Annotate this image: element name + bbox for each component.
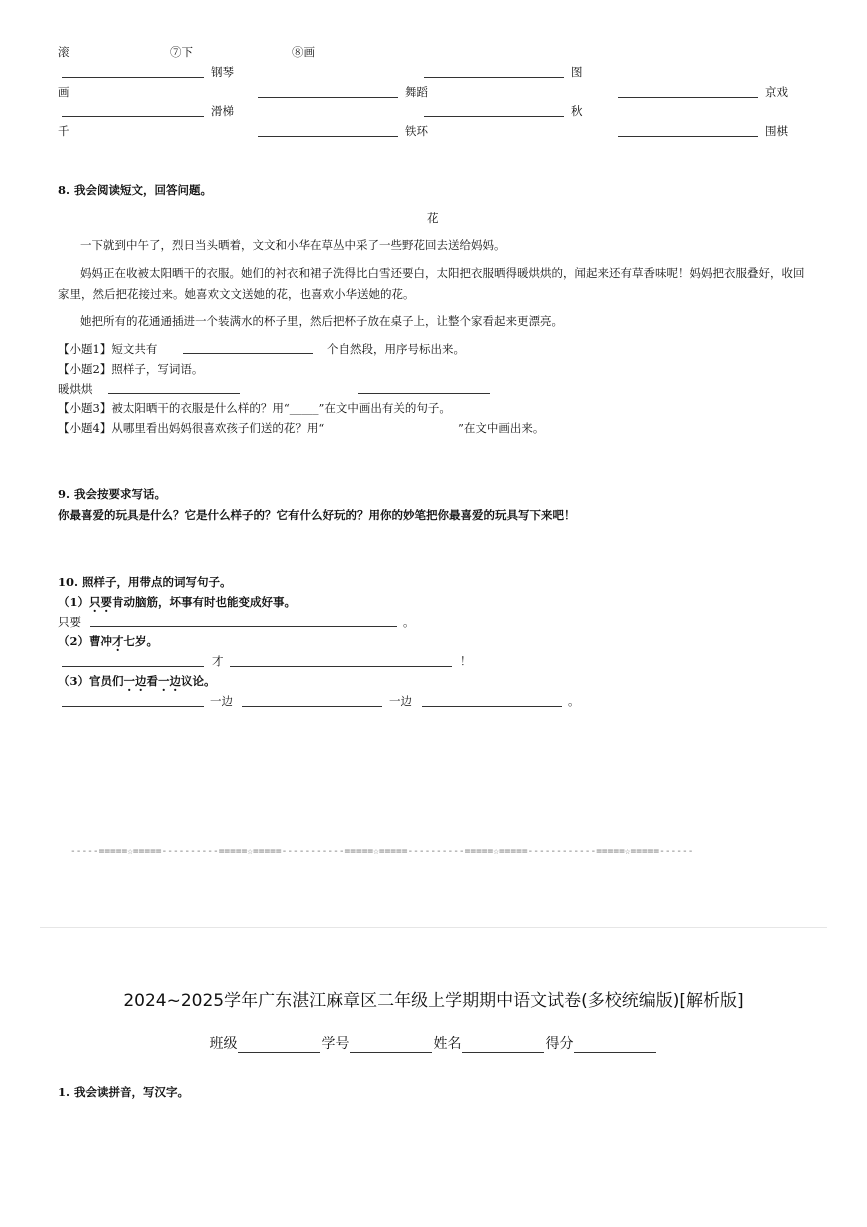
q8-paragraph-3: 她把所有的花通通插进一个装满水的杯子里，然后把杯子放在桌子上，让整个家看起来更漂亮。: [80, 314, 563, 328]
q10-item-3: [58, 673, 216, 689]
q7-blank[interactable]: [424, 116, 564, 117]
q7-word-qiu: 秋: [571, 104, 583, 118]
q8-sub1-suffix: 个自然段，用序号标出来。: [327, 342, 465, 356]
q10-item-3-text: 看: [146, 674, 159, 688]
star-separator: -----=====☆=====----------=====☆=====-----------=====☆=====----------=====☆=====------------=====☆=====------: [70, 846, 694, 857]
q10-item-1-text: 肯动脑筋，坏事有时也能变成好事。: [112, 595, 297, 609]
q10-item-3-blank-3[interactable]: [422, 706, 562, 707]
q10-item-2-text: 曹冲: [89, 634, 113, 648]
q10-item-1: [58, 594, 296, 610]
q7-word-qian: 千: [58, 124, 70, 138]
q1-heading: 1. 我会读拼音，写汉字。: [58, 1085, 190, 1099]
q8-heading: 8. 我会阅读短文，回答问题。: [58, 183, 213, 197]
q7-blank[interactable]: [62, 77, 204, 78]
student-info-row: [0, 1033, 867, 1053]
q7-word-gun: 滚: [58, 45, 70, 59]
q10-item-2-num: （2）: [58, 634, 90, 648]
q10-item-1-label: 只要: [58, 615, 81, 629]
dotted-char: 一: [158, 674, 170, 688]
q10-item-1-num: （1）: [58, 595, 90, 609]
q7-word-go: 围棋: [765, 124, 788, 138]
q8-story-title: 花: [427, 211, 439, 225]
q10-item-2-blank-2[interactable]: [230, 666, 452, 667]
number-field[interactable]: [350, 1038, 432, 1053]
q10-heading: 10. 照样子，用带点的词写句子。: [58, 575, 232, 589]
score-field[interactable]: [574, 1038, 656, 1053]
q7-word-slide: 滑梯: [211, 104, 234, 118]
q8-sub2-example: 暖烘烘: [58, 382, 93, 396]
q8-sub2-blank-2[interactable]: [358, 393, 490, 394]
dotted-char: 才: [112, 634, 124, 648]
q7-blank[interactable]: [424, 77, 564, 78]
q7-item-7: ⑦下: [170, 45, 193, 59]
q10-item-2-text: 七岁。: [123, 634, 159, 648]
q8-sub1-blank[interactable]: [183, 353, 313, 354]
q10-item-3-blank-1[interactable]: [62, 706, 204, 707]
q9-prompt: 你最喜爱的玩具是什么？它是什么样子的？它有什么好玩的？用你的妙笔把你最喜爱的玩具写下来吧！: [58, 508, 576, 522]
class-label: 班级: [209, 1036, 238, 1052]
q8-paragraph-2: 妈妈正在收被太阳晒干的衣服。她们的衬衣和裙子洗得比白雪还要白，太阳把衣服晒得暖烘烘的，闻起来还有草香味呢！妈妈把衣服叠好，收回家里，然后把花接过来。她喜欢文文送她的花，也喜欢小华送她的花。: [58, 266, 805, 301]
exam-title: 2024~2025学年广东湛江麻章区二年级上学期期中语文试卷(多校统编版)[解析版]: [123, 991, 744, 1011]
q8-sub3: 【小题3】被太阳晒干的衣服是什么样的？用“_____”在文中画出有关的句子。: [58, 401, 451, 415]
q7-word-hoop: 铁环: [405, 124, 428, 138]
q10-item-3-text: 议论。: [181, 674, 216, 688]
name-label: 姓名: [433, 1036, 462, 1052]
q7-blank[interactable]: [618, 136, 758, 137]
dotted-char: 只: [89, 595, 101, 609]
q10-item-3-num: （3）: [58, 674, 90, 688]
q7-word-tu: 图: [571, 65, 583, 79]
q8-sub1-prefix: 【小题1】短文共有: [58, 342, 158, 356]
q7-blank[interactable]: [62, 116, 204, 117]
q8-sub4-prefix: 【小题4】从哪里看出妈妈很喜欢孩子们送的花？用“: [58, 421, 325, 435]
q10-item-3-end: 。: [568, 694, 580, 708]
q10-item-3-blank-2[interactable]: [242, 706, 382, 707]
q8-paragraph-1: 一下就到中午了，烈日当头晒着，文文和小华在草丛中采了一些野花回去送给妈妈。: [80, 238, 506, 252]
q10-item-2-end: ！: [460, 654, 472, 668]
q7-word-opera: 京戏: [765, 85, 788, 99]
q10-item-3-label-b: 一边: [389, 694, 412, 708]
q8-sub2: 【小题2】照样子，写词语。: [58, 362, 204, 376]
name-field[interactable]: [462, 1038, 544, 1053]
q10-item-1-blank[interactable]: [90, 626, 397, 627]
q10-item-3-label-a: 一边: [210, 694, 233, 708]
dotted-char: 一: [123, 674, 136, 688]
q7-word-dance: 舞蹈: [405, 85, 428, 99]
q10-item-3-text: 官员们: [89, 674, 124, 688]
q9-heading: 9. 我会按要求写话。: [58, 487, 167, 501]
q8-sub4-suffix: ”在文中画出来。: [458, 421, 545, 435]
q10-item-2-blank-1[interactable]: [62, 666, 204, 667]
page-divider: [40, 927, 827, 928]
q7-blank[interactable]: [258, 97, 398, 98]
q10-item-1-end: 。: [403, 615, 415, 629]
q10-item-2-mid: 才: [212, 654, 224, 668]
q7-word-piano: 钢琴: [211, 65, 234, 79]
dotted-char: 边: [135, 674, 147, 688]
q10-item-2: [58, 633, 158, 649]
q8-sub2-blank-1[interactable]: [108, 393, 240, 394]
number-label: 学号: [321, 1036, 350, 1052]
dotted-char: 边: [169, 674, 182, 688]
class-field[interactable]: [238, 1038, 320, 1053]
q7-word-hua: 画: [58, 85, 70, 99]
q7-item-8: ⑧画: [292, 45, 315, 59]
score-label: 得分: [545, 1036, 574, 1052]
q7-blank[interactable]: [618, 97, 758, 98]
dotted-char: 要: [100, 595, 113, 609]
q7-blank[interactable]: [258, 136, 398, 137]
